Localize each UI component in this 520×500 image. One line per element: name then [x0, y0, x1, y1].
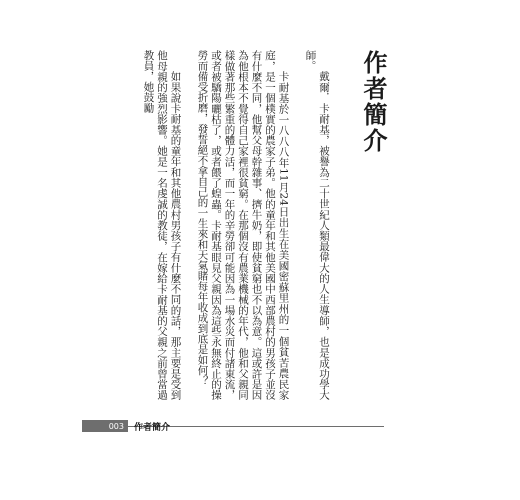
page-number: 003	[82, 420, 128, 432]
page-footer	[82, 417, 170, 435]
chapter-heading: 作者簡介	[359, 50, 387, 154]
running-head: 作者簡介	[134, 422, 171, 433]
paragraph: 如果說卡耐基的童年和其他農村男孩子有什麼不同的話，那主要是受到他母親的強烈影響。她是一名虔誠的教徒，在嫁給卡耐基的父親之前曾當過教員，她鼓勵	[142, 50, 182, 400]
paragraph: 卡耐基於一八八八年11月24日出生在美國密蘇里州的一個貧苦農民家庭，是一個樸實的農家子弟。他的童年和其他美國中西部農村的男孩子並沒有什麼不同，他幫父母幹雜事、擠牛奶，即使貧窮也不以為意。這或許是因為他根本不覺得自己家裡很貧窮。在那個沒有農業機械的年代，他和父親同樣做著那些繁重的體力活，而一年的辛勞卻可能因為一場水災而付諸東流，或者被驕陽曬枯了，或者餵了蝗蟲。卡耐基眼見父親因為這些永無終止的操勞而備受折磨，發誓絕不拿自己的一生來和天氣賭每年收成到底是如何？	[196, 50, 290, 400]
paragraph: 戴爾．卡耐基，被譽為二十世紀人類最偉大的人生導師，也是成功學大師。	[304, 50, 330, 400]
body-text	[141, 50, 330, 400]
